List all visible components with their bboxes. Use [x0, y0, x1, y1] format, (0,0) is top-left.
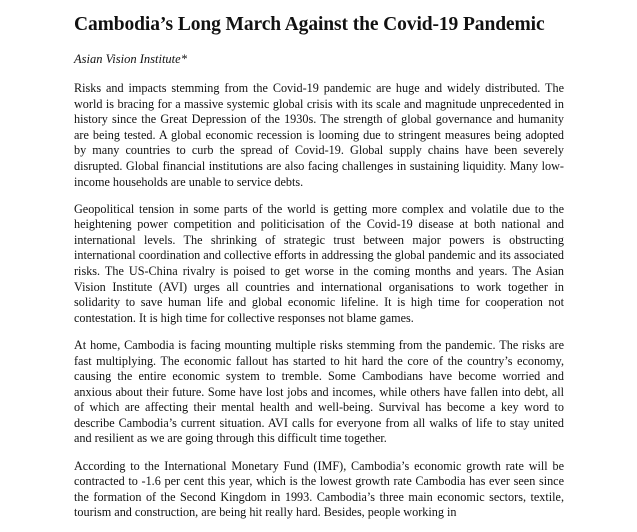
paragraph-4: According to the International Monetary Fund (IMF), Cambodia’s economic growth rate will be contracted to -1.6 per cent this year, which is the lowest growth rate Cambodia has ever seen since the formation of the Second Kingdom in 1993. Cambodia’s three main economic sectors, textile, tourism and construction, are being hit really hard. Besides, people working in: [74, 458, 564, 520]
paragraph-2: Geopolitical tension in some parts of the world is getting more complex and volatile due to the heightening power competition and politicisation of the Covid-19 disease at both national and international levels. The shrinking of strategic trust between major powers is obstructing international coordination and collective efforts in addressing the global pandemic and its associated risks. The US-China rivalry is poised to get worse in the coming months and years. The Asian Vision Institute (AVI) urges all countries and international organisations to work together in solidarity to save human life and global economic lifeline. It is high time for cooperation not contestation. It is high time for collective responses not blame games.: [74, 201, 564, 325]
paragraph-1: Risks and impacts stemming from the Covid-19 pandemic are huge and widely distributed. The world is bracing for a massive systemic global crisis with its scale and magnitude unprecedented in history since the Great Depression of the 1930s. The strength of global governance and humanity are being tested. A global economic recession is looming due to stringent measures being adopted by many countries to curb the spread of Covid-19. Global supply chains have been severely disrupted. Global financial institutions are also facing challenges in sustaining liquidity. Many low-income households are unable to service debts.: [74, 81, 564, 189]
document-title: Cambodia’s Long March Against the Covid-19 Pandemic: [74, 14, 545, 35]
paragraph-3: At home, Cambodia is facing mounting multiple risks stemming from the pandemic. The risks are fast multiplying. The economic fallout has started to hit hard the core of the country’s economy, causing the entire economic system to tremble. Some Cambodians have become worried and anxious about their future. Some have lost jobs and incomes, while others have fallen into debt, all of which are affecting their mental health and well-being. Survival has become a key word to describe Cambodia’s current situation. AVI calls for everyone from all walks of life to stay united and resilient as we are going through this difficult time together.: [74, 337, 564, 446]
document-author: Asian Vision Institute*: [74, 52, 187, 66]
document-body: [74, 81, 564, 532]
